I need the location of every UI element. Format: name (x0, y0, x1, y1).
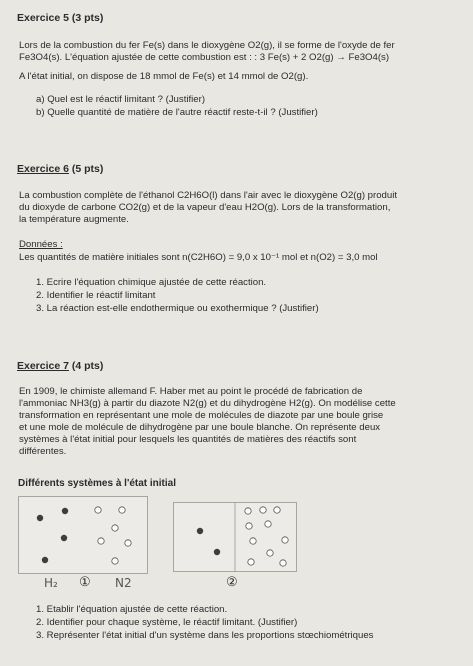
ex7-points: (4 pts) (68, 360, 104, 372)
h2-ball (245, 508, 251, 514)
ex6-paragraph-line-1: La combustion complète de l'éthanol C2H6O(l) dans l'air avec le dioxygène O2(g) produit (19, 190, 398, 201)
ex5-paragraph-line-1: Lors de la combustion du fer Fe(s) dans le dioxygène O2(g), il se forme de l'oxyde de fer (19, 40, 395, 51)
ex7-question-1: 1. Etablir l'équation ajustée de cette réaction. (36, 604, 228, 615)
ex7-paragraph-line-6: différentes. (19, 446, 67, 457)
h2-ball (274, 507, 280, 513)
ex6-paragraph-line-2: du dioxyde de carbone CO2(g) et de la vapeur d'eau H2O(g). Lors de la transformation, (19, 202, 391, 213)
ex6-question-3: 3. La réaction est-elle endothermique ou exothermique ? (Justifier) (36, 303, 319, 314)
ex6-donnees-label: Données : (19, 239, 63, 250)
h2-ball (265, 521, 271, 527)
ex5-question-a: a) Quel est le réactif limitant ? (Justifier) (36, 94, 206, 105)
ex6-heading (17, 164, 103, 175)
figure-title: Différents systèmes à l'état initial (18, 478, 176, 489)
ex7-question-2: 2. Identifier pour chaque système, le réactif limitant. (Justifier) (36, 617, 298, 628)
ex7-paragraph-line-1: En 1909, le chimiste allemand F. Haber met au point le procédé de fabrication de (19, 386, 363, 397)
ex7-paragraph-line-3: transformation en représentant une mole de molécules de diazote par une boule grise (19, 410, 384, 421)
h2-ball (119, 507, 125, 513)
ex7-question-3: 3. Représenter l'état initial d'un système dans les proportions stœchiométriques (36, 630, 374, 641)
n2-ball (61, 535, 67, 541)
system-1-label: ① (79, 574, 91, 589)
ex5-paragraph-line-3: A l'état initial, on dispose de 18 mmol de Fe(s) et 14 mmol de O2(g). (19, 71, 309, 82)
handwritten-h2-note: H₂ (44, 576, 58, 590)
ex5-paragraph-line-2: Fe3O4(s). L'équation ajustée de cette combustion est : : 3 Fe(s) + 2 O2(g) → Fe3O4(s) (19, 52, 390, 63)
system-1-frame (19, 497, 148, 574)
n2-ball (62, 508, 68, 514)
h2-ball (112, 558, 118, 564)
handwritten-n2-note: N2 (115, 576, 132, 590)
ex7-paragraph-line-5: systèmes à l'état initial pour lesquels les quantités de matières des réactifs sont (19, 434, 357, 445)
h2-ball (95, 507, 101, 513)
ex5-heading (17, 13, 103, 24)
ex7-heading (17, 361, 103, 372)
h2-ball (98, 538, 104, 544)
h2-ball (267, 550, 273, 556)
system-1-diagram (18, 496, 148, 574)
ex7-title: Exercice 7 (17, 360, 69, 372)
ex6-title: Exercice 6 (17, 163, 69, 175)
h2-ball (246, 523, 252, 529)
ex5-title: Exercice 5 (17, 12, 69, 24)
ex6-paragraph-line-3: la température augmente. (19, 214, 129, 225)
ex5-points: (3 pts) (68, 12, 104, 24)
ex6-initial-quantities: Les quantités de matière initiales sont n(C2H6O) = 9,0 x 10⁻¹ mol et n(O2) = 3,0 mol (19, 252, 378, 263)
ex7-paragraph-line-2: l'ammoniac NH3(g) à partir du diazote N2(g) et du dihydrogène H2(g). On modélise cette (19, 398, 396, 409)
ex6-points: (5 pts) (68, 163, 104, 175)
h2-ball (280, 560, 286, 566)
h2-ball (125, 540, 131, 546)
h2-ball (260, 507, 266, 513)
n2-ball (197, 528, 203, 534)
ex6-question-2: 2. Identifier le réactif limitant (36, 290, 156, 301)
ex6-question-1: 1. Ecrire l'équation chimique ajustée de cette réaction. (36, 277, 267, 288)
h2-ball (248, 559, 254, 565)
h2-ball (250, 538, 256, 544)
system-2-diagram (173, 502, 297, 572)
ex7-paragraph-line-4: et une mole de molécule de dihydrogène par une boule blanche. On représente deux (19, 422, 381, 433)
n2-ball (37, 515, 43, 521)
h2-ball (112, 525, 118, 531)
ex5-question-b: b) Quelle quantité de matière de l'autre réactif reste-t-il ? (Justifier) (36, 107, 318, 118)
n2-ball (42, 557, 48, 563)
h2-ball (282, 537, 288, 543)
system-2-label: ② (226, 574, 238, 589)
n2-ball (214, 549, 220, 555)
